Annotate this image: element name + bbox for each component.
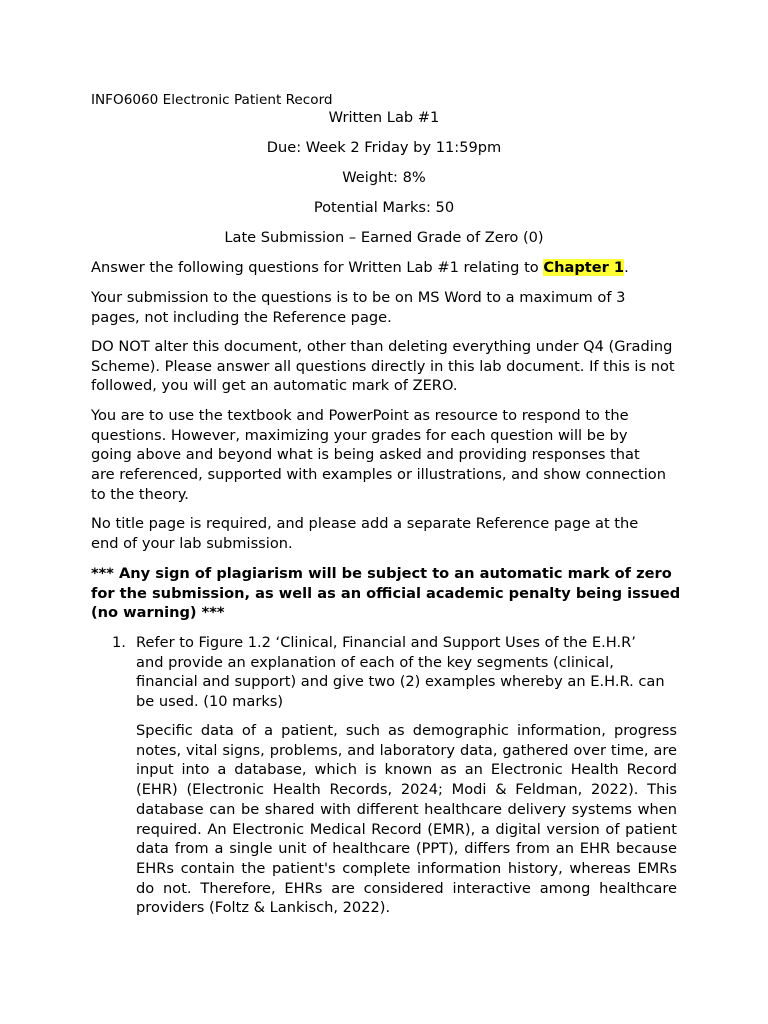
intro-prefix: Answer the following questions for Written Lab #1 relating to	[91, 259, 544, 276]
intro-paragraph	[91, 258, 691, 278]
potential-marks: Potential Marks: 50	[313, 199, 455, 216]
late-submission: Late Submission – Earned Grade of Zero (0)	[224, 229, 544, 246]
do-not-alter-paragraph: DO NOT alter this document, other than deleting everything under Q4 (Grading Scheme). Please answer all questions directly in this lab document. If this is not followed, you will get an automatic mark of ZERO.	[91, 338, 675, 395]
question-number: 1.	[112, 634, 126, 651]
answer-text: Specific data of a patient, such as demographic information, progress notes, vital signs, problems, and laboratory data, gathered over time, are input into a database, which is known as an Electronic Health Record (EHR) (Electronic Health Records, 2024; Modi & Feldman, 2022). This database can be shared with different healthcare delivery systems when required. An Electronic Medical Record (EMR), a digital version of patient data from a single unit of healthcare (PPT), differs from an EHR because EHRs contain the patient's complete information history, whereas EMRs do not. Therefore, EHRs are considered interactive among healthcare providers (Foltz & Lankisch, 2022).	[136, 722, 677, 917]
lab-title: Written Lab #1	[328, 109, 440, 126]
course-header: INFO6060 Electronic Patient Record	[91, 92, 333, 108]
intro-suffix: .	[624, 259, 629, 276]
plagiarism-warning: *** Any sign of plagiarism will be subject to an automatic mark of zero for the submission, as well as an official academic penalty being issued (no warning) ***	[91, 565, 681, 622]
format-paragraph: Your submission to the questions is to be on MS Word to a maximum of 3 pages, not including the Reference page.	[91, 289, 626, 326]
due-date: Due: Week 2 Friday by 11:59pm	[266, 139, 502, 156]
resources-paragraph: You are to use the textbook and PowerPoint as resource to respond to the questions. However, maximizing your grades for each question will be by going above and beyond what is being asked and providing responses that are referenced, supported with examples or illustrations, and show connection to the theory.	[91, 407, 666, 503]
chapter-highlight: Chapter 1	[543, 259, 625, 276]
weight: Weight: 8%	[342, 169, 426, 186]
question-text: Refer to Figure 1.2 ‘Clinical, Financial and Support Uses of the E.H.R’ and provide an explanation of each of the key segments (clinical, financial and support) and give two (2) examples whereby an E.H.R. can be used. (10 marks)	[136, 634, 665, 711]
title-page-paragraph: No title page is required, and please add a separate Reference page at the end of your lab submission.	[91, 515, 639, 552]
